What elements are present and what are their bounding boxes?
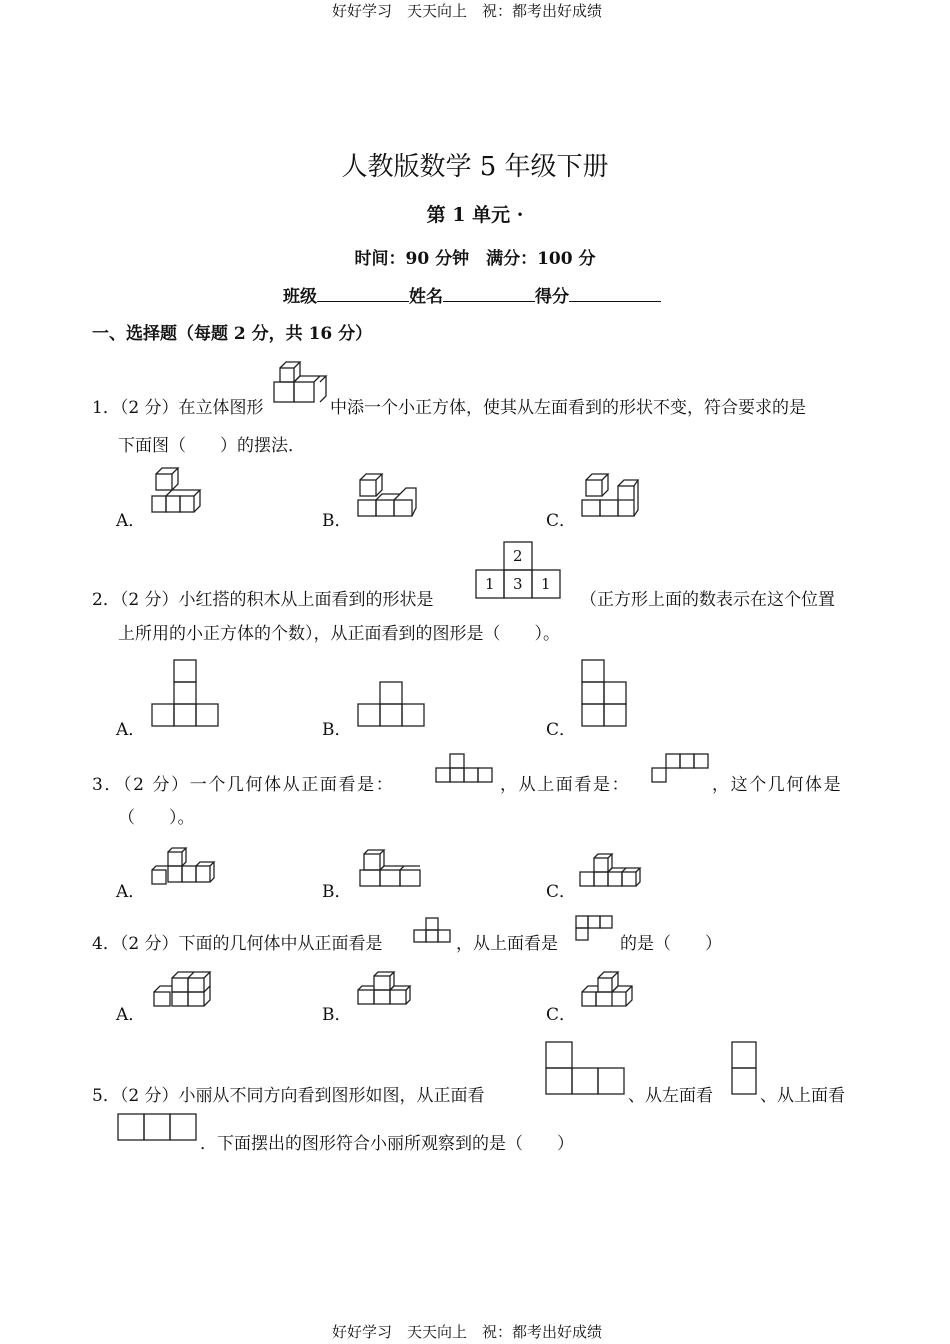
page-title: 人教版数学 5 年级下册 [341, 152, 609, 182]
q3-option-b-label[interactable]: B． [322, 882, 352, 902]
q3-option-c-figure [578, 852, 642, 890]
exam-meta [0, 244, 950, 269]
q1-text-pre: 1．（2 分）在立体图形 [92, 398, 264, 418]
name-label: 姓名 [409, 287, 443, 307]
q2-option-a-label[interactable]: A． [116, 720, 146, 740]
q2-top-view-grid [476, 540, 564, 600]
q4-option-c-label[interactable]: C． [546, 1005, 577, 1025]
class-label: 班级 [283, 287, 317, 307]
q4-option-a-label[interactable]: A． [116, 1005, 146, 1025]
q5-text-pre: 5．（2 分）小丽从不同方向看到图形如图，从正面看 [92, 1086, 485, 1106]
student-fields [283, 282, 661, 307]
q3-text-line2: （ ）。 [118, 808, 195, 828]
q4-text-pre: 4．（2 分）下面的几何体中从正面看是 [92, 934, 383, 954]
q1-option-c-figure [580, 472, 640, 518]
page-header: 好好学习 天天向上 祝：都考出好成绩 [332, 2, 603, 20]
q2-option-c-label[interactable]: C． [546, 720, 577, 740]
q1-text-post: 中添一个小正方体，使其从左面看到的形状不变，符合要求的是 [330, 398, 806, 418]
q3-option-a-label[interactable]: A． [116, 882, 146, 902]
time-limit: 时间：90 分钟 [354, 249, 470, 269]
q1-option-a-label[interactable]: A． [116, 511, 146, 531]
q2-option-b-label[interactable]: B． [322, 720, 352, 740]
q2-text-line2: 上所用的小正方体的个数），从正面看到的图形是（ ）。 [118, 624, 560, 644]
full-score: 满分：100 分 [486, 249, 596, 269]
score-label: 得分 [535, 287, 569, 307]
unit-label: 第 1 单元 · [426, 204, 524, 226]
q3-option-c-label[interactable]: C． [546, 882, 577, 902]
q5-front-view [544, 1040, 628, 1098]
grid-number-top: 2 [513, 547, 523, 565]
name-blank[interactable] [443, 285, 535, 302]
q2-text-pre: 2．（2 分）小红搭的积木从上面看到的形状是 [92, 590, 434, 610]
q3-text-post: ，这个几何体是 [712, 775, 843, 795]
q4-option-b-label[interactable]: B． [322, 1005, 352, 1025]
grid-number-left: 1 [485, 575, 495, 593]
q5-text-mid: 、从左面看 [628, 1086, 713, 1106]
q2-option-a-figure [152, 658, 222, 728]
grid-number-right: 1 [541, 575, 551, 593]
q2-option-c-figure [582, 658, 630, 728]
q3-front-view [436, 752, 496, 784]
q4-text-post: 的是（ ） [620, 934, 722, 954]
q1-text-line2: 下面图（ ）的摆法． [118, 436, 305, 456]
q4-top-view [576, 914, 616, 942]
score-blank[interactable] [569, 285, 661, 302]
q4-option-c-figure [580, 970, 636, 1010]
q2-option-b-figure [358, 680, 428, 728]
class-blank[interactable] [317, 285, 409, 302]
q4-option-a-figure [152, 970, 212, 1012]
q4-text-mid: ，从上面看是 [456, 934, 558, 954]
q1-option-b-label[interactable]: B． [322, 511, 352, 531]
section-heading: 一、选择题（每题 2 分，共 16 分） [92, 324, 373, 344]
q5-left-view [730, 1040, 760, 1098]
q2-text-post: （正方形上面的数表示在这个位置 [580, 590, 835, 610]
q3-top-view [652, 752, 712, 784]
q1-option-a-figure [150, 466, 206, 516]
q1-option-c-label[interactable]: C． [546, 511, 577, 531]
grid-number-center: 3 [513, 575, 523, 593]
q3-text-mid: ，从上面看是： [500, 775, 631, 795]
q5-text-post: 、从上面看 [760, 1086, 845, 1106]
q5-text-line2: ．下面摆出的图形符合小丽所观察到的是（ ） [200, 1134, 574, 1154]
q3-option-b-figure [356, 848, 422, 890]
q3-option-a-figure [150, 848, 216, 888]
q3-text-pre: 3．（2 分）一个几何体从正面看是： [92, 775, 395, 795]
page-footer: 好好学习 天天向上 祝：都考出好成绩 [332, 1323, 603, 1341]
q5-top-view [116, 1112, 198, 1144]
q4-front-view [414, 916, 454, 944]
q1-solid-figure [272, 360, 328, 406]
q4-option-b-figure [356, 970, 416, 1010]
q1-option-b-figure [356, 472, 418, 518]
